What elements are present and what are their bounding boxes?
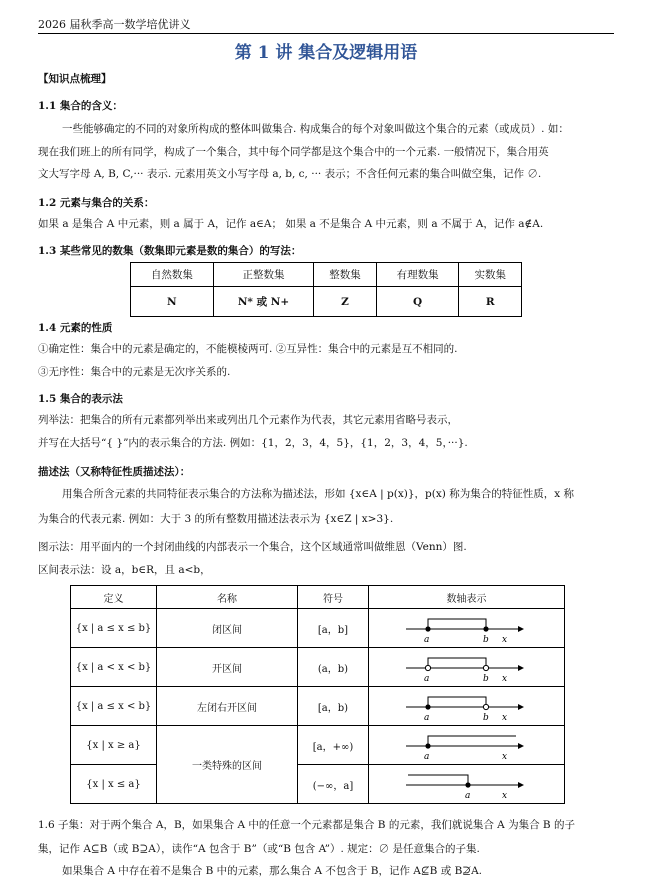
section-heading: 【知识点梳理】 xyxy=(38,73,112,85)
s1-2-line1: 如果 a 是集合 A 中元素，则 a 属于 A，记作 a∈A； 如果 a 不是集合 A 中元素，则 a 不属于 A，记作 a∉A. xyxy=(38,218,544,230)
interval-name: 一类特殊的区间 xyxy=(157,726,298,804)
table-row xyxy=(71,609,565,648)
interval-method-line: 区间表示法：设 a，b∈R，且 a<b， xyxy=(38,564,211,576)
table-cell: Z xyxy=(314,287,377,317)
list-method-line2: 并写在大括号“{ }”内的表示集合的方法. 例如：{1，2，3，4，5}，{1，2，3，4，5，···}. xyxy=(38,437,468,449)
table-row xyxy=(71,648,565,687)
s1-6-line2: 集，记作 A⊆B（或 B⊇A），读作“A 包含于 B”（或“B 包含 A”）. 规定：∅ 是任意集合的子集. xyxy=(38,843,480,855)
axis-label-a: a xyxy=(423,752,429,762)
interval-definition: {x | a < x < b} xyxy=(71,648,157,687)
description-method-line2: 为集合的代表元素. 例如：大于 3 的所有整数用描述法表示为 {x∈Z | x>3}. xyxy=(38,513,394,525)
table-cell: N* 或 N+ xyxy=(213,287,314,317)
table-cell: Q xyxy=(376,287,459,317)
interval-name: 左闭右开区间 xyxy=(157,687,298,726)
number-line-open xyxy=(402,650,532,684)
number-line-closed xyxy=(402,611,532,645)
axis-label-a: a xyxy=(464,791,470,801)
s1-4-line1: ①确定性：集合中的元素是确定的，不能模棱两可. ②互异性：集合中的元素是互不相同的. xyxy=(38,343,458,355)
table-header-cell: 自然数集 xyxy=(131,263,214,287)
axis-label-x: x xyxy=(501,752,507,762)
interval-table xyxy=(70,585,565,804)
number-line-half-open xyxy=(402,689,532,723)
interval-definition: {x | a ≤ x ≤ b} xyxy=(71,609,157,648)
interval-name: 闭区间 xyxy=(157,609,298,648)
lesson-title: 第 1 讲 集合及逻辑用语 xyxy=(234,43,418,63)
s1-1-line1: 一些能够确定的不同的对象所构成的整体叫做集合. 构成集合的每个对象叫做这个集合的元素（或成员）. 如： xyxy=(62,123,569,135)
interval-symbol: [a，b) xyxy=(298,687,369,726)
header-divider xyxy=(38,33,614,34)
interval-name: 开区间 xyxy=(157,648,298,687)
axis-label-b: b xyxy=(482,674,489,684)
table-row xyxy=(71,765,565,804)
heading-1-1: 1.1 集合的含义： xyxy=(38,100,123,112)
interval-definition: {x | x ≤ a} xyxy=(71,765,157,804)
axis-label-b: b xyxy=(482,713,489,723)
axis-label-a: a xyxy=(423,713,429,723)
heading-1-5: 1.5 集合的表示法 xyxy=(38,393,123,405)
table-header-cell: 有理数集 xyxy=(376,263,459,287)
s1-6-line3: 如果集合 A 中存在着不是集合 B 中的元素，那么集合 A 不包含于 B，记作 A⊈B 或 B⊉A. xyxy=(62,865,483,877)
interval-symbol: [a，b] xyxy=(298,609,369,648)
table-header-cell: 实数集 xyxy=(459,263,522,287)
venn-method-line: 图示法：用平面内的一个封闭曲线的内部表示一个集合，这个区域通常叫做维恩（Venn）图. xyxy=(38,541,467,553)
interval-symbol: (−∞，a] xyxy=(298,765,369,804)
table-header-cell: 数轴表示 xyxy=(369,586,565,609)
interval-definition: {x | x ≥ a} xyxy=(71,726,157,765)
axis-label-x: x xyxy=(501,635,507,645)
axis-label-x: x xyxy=(501,713,507,723)
number-sets-table xyxy=(130,262,522,317)
axis-label-a: a xyxy=(423,635,429,645)
page-header: 2026 届秋季高一数学培优讲义 xyxy=(38,18,191,31)
table-header-cell: 整数集 xyxy=(314,263,377,287)
axis-label-a: a xyxy=(423,674,429,684)
table-header-cell: 名称 xyxy=(157,586,298,609)
heading-1-2: 1.2 元素与集合的关系： xyxy=(38,197,155,209)
s1-1-line3: 文大写字母 A, B, C,··· 表示. 元素用英文小写字母 a, b, c, ··· 表示；不含任何元素的集合叫做空集，记作 ∅. xyxy=(38,168,542,180)
table-header-cell: 正整数集 xyxy=(213,263,314,287)
s1-6-line1: 1.6 子集：对于两个集合 A，B，如果集合 A 中的任意一个元素都是集合 B 的元素，我们就说集合 A 为集合 B 的子 xyxy=(38,819,575,831)
table-header-cell: 符号 xyxy=(298,586,369,609)
axis-label-x: x xyxy=(501,674,507,684)
s1-4-line2: ③无序性：集合中的元素是无次序关系的. xyxy=(38,366,231,378)
description-method-line1: 用集合所含元素的共同特征表示集合的方法称为描述法，形如 {x∈A | p(x)}，p(x) 称为集合的特征性质，x 称 xyxy=(62,488,574,500)
axis-label-b: b xyxy=(482,635,489,645)
table-cell: N xyxy=(131,287,214,317)
table-row xyxy=(71,687,565,726)
table-row xyxy=(71,726,565,765)
axis-label-x: x xyxy=(501,791,507,801)
number-line-ray-left xyxy=(402,767,532,801)
table-cell: R xyxy=(459,287,522,317)
heading-1-4: 1.4 元素的性质 xyxy=(38,322,113,334)
list-method-line1: 列举法：把集合的所有元素都列举出来或列出几个元素作为代表，其它元素用省略号表示， xyxy=(38,414,458,426)
interval-symbol: [a，+∞) xyxy=(298,726,369,765)
number-line-ray-right xyxy=(402,728,532,762)
interval-symbol: (a，b) xyxy=(298,648,369,687)
description-method-heading: 描述法（又称特征性质描述法）： xyxy=(38,466,191,478)
interval-definition: {x | a ≤ x < b} xyxy=(71,687,157,726)
heading-1-3: 1.3 某些常见的数集（数集即元素是数的集合）的写法： xyxy=(38,245,302,257)
table-header-cell: 定义 xyxy=(71,586,157,609)
s1-1-line2: 现在我们班上的所有同学，构成了一个集合，其中每个同学都是这个集合中的一个元素. 一般情况下，集合用英 xyxy=(38,146,549,158)
